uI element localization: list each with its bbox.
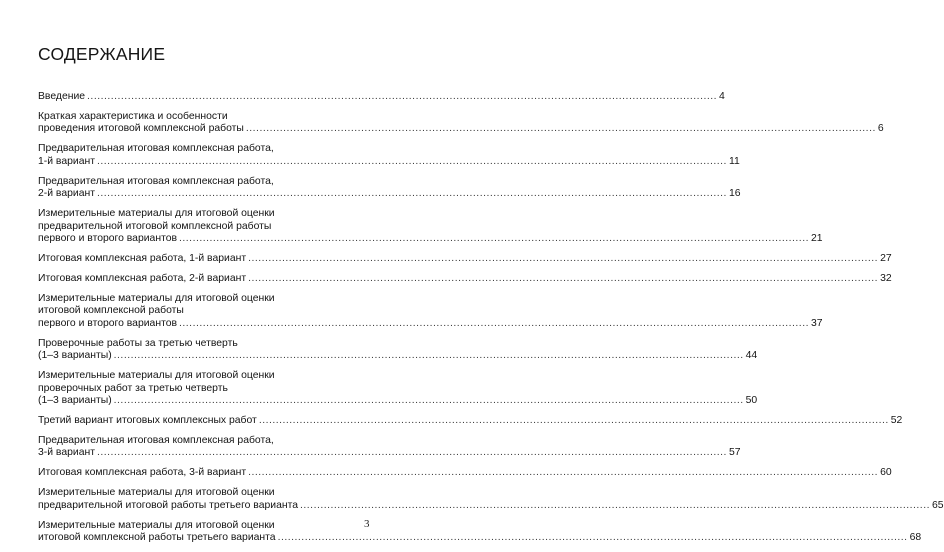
toc-entry [38, 175, 741, 201]
toc-page-number: 44 [745, 350, 758, 362]
toc-entry-text: Предварительная итоговая комплексная работа, [38, 435, 274, 447]
toc-entry-last-line [38, 447, 741, 459]
toc-entry [38, 91, 725, 103]
toc-page-number: 16 [728, 188, 741, 200]
toc-entry [38, 253, 892, 265]
toc-page-number: 27 [880, 253, 892, 265]
toc-entry [38, 111, 884, 136]
toc-page-number: 52 [890, 415, 903, 427]
toc-entry-text: первого и второго вариантов [38, 233, 178, 245]
toc-entry-text: (1–3 варианты) [38, 350, 112, 362]
toc-page-number: 68 [909, 532, 922, 544]
toc-entry-text: Проверочные работы за третью четверть [38, 337, 238, 349]
dot-leader: .......................................................................................................................................................................................... [258, 415, 889, 427]
toc-entry-text: Измерительные материалы для итоговой оценки [38, 370, 275, 382]
toc-entry-last-line [38, 233, 823, 245]
dot-leader: .......................................................................................................................................................................................... [245, 123, 876, 135]
toc-entry-text: первого и второго вариантов [38, 317, 178, 329]
toc-page-number: 50 [745, 395, 758, 407]
toc-entry [38, 415, 903, 427]
toc-entry-text: Введение [38, 91, 86, 102]
toc-entry-text: предварительной итоговой работы третьего варианта [38, 499, 299, 511]
dot-leader: .......................................................................................................................................................................................... [96, 447, 727, 459]
table-of-contents [38, 91, 944, 552]
toc-entry-text: Итоговая комплексная работа, 1-й вариант [38, 253, 247, 265]
toc-page-number: 32 [880, 273, 892, 285]
dot-leader: .......................................................................................................................................................................................... [248, 253, 879, 265]
toc-entry-text: проверочных работ за третью четверть [38, 382, 228, 394]
toc-entry-text: 1-й вариант [38, 155, 95, 167]
toc-entry-last-line [38, 499, 944, 512]
toc-entry [38, 487, 944, 512]
toc-entry-text: Итоговая комплексная работа, 3-й вариант [38, 467, 247, 479]
toc-entry-text: (1–3 варианты) [38, 395, 112, 407]
toc-page-number: 60 [880, 467, 892, 479]
toc-entry-text: Краткая характеристика и особенности [38, 111, 228, 122]
toc-entry [38, 208, 823, 245]
dot-leader: .......................................................................................................................................................................................... [87, 91, 718, 102]
toc-entry [38, 519, 922, 545]
toc-entry-last-line [38, 188, 741, 200]
toc-entry-text: Измерительные материалы для итоговой оценки [38, 487, 275, 499]
dot-leader: .......................................................................................................................................................................................... [179, 317, 809, 329]
toc-entry-text: Предварительная итоговая комплексная работа, [38, 143, 274, 155]
dot-leader: .......................................................................................................................................................................................... [96, 188, 727, 200]
toc-page-number: 37 [810, 317, 823, 329]
toc-entry [38, 143, 740, 168]
dot-leader: .......................................................................................................................................................................................... [277, 532, 908, 544]
toc-entry [38, 435, 741, 460]
toc-entry-last-line [38, 273, 892, 285]
toc-entry-last-line [38, 317, 823, 330]
toc-entry-last-line [38, 350, 758, 362]
toc-entry-last-line [38, 155, 740, 168]
toc-entry-last-line [38, 532, 922, 544]
toc-entry-text: Измерительные материалы для итоговой оценки [38, 293, 275, 305]
dot-leader: .......................................................................................................................................................................................... [96, 155, 727, 167]
toc-page-number: 65 [931, 499, 944, 511]
toc-entry [38, 293, 823, 330]
dot-leader: .......................................................................................................................................................................................... [113, 395, 744, 407]
page-title: СОДЕРЖАНИЕ [38, 44, 166, 64]
toc-entry-last-line [38, 395, 758, 407]
toc-entry-text: 2-й вариант [38, 188, 95, 200]
toc-page-number: 21 [810, 233, 823, 245]
toc-entry-last-line [38, 415, 903, 427]
toc-entry-last-line [38, 467, 892, 479]
toc-entry-text: Измерительные материалы для итоговой оценки [38, 208, 275, 220]
page-number: 3 [364, 518, 370, 530]
toc-entry-last-line [38, 123, 884, 135]
dot-leader: .......................................................................................................................................................................................... [248, 273, 879, 285]
dot-leader: .......................................................................................................................................................................................... [113, 350, 744, 362]
toc-page-number: 4 [719, 91, 725, 102]
dot-leader: .......................................................................................................................................................................................... [179, 233, 809, 245]
toc-entry-text: Измерительные материалы для итоговой оценки [38, 519, 275, 531]
toc-entry-text: итоговой комплексной работы [38, 305, 184, 317]
dot-leader: .......................................................................................................................................................................................... [300, 499, 930, 511]
toc-entry-text: предварительной итоговой комплексной работы [38, 220, 272, 232]
toc-entry-last-line [38, 253, 892, 265]
toc-entry-text: проведения итоговой комплексной работы [38, 123, 244, 135]
toc-entry-last-line [38, 91, 725, 103]
toc-page-number: 6 [877, 123, 884, 135]
toc-entry-text: итоговой комплексной работы третьего варианта [38, 532, 276, 544]
toc-entry [38, 337, 758, 363]
toc-page-number: 11 [728, 155, 740, 167]
toc-entry [38, 273, 892, 285]
toc-entry [38, 370, 758, 407]
dot-leader: .......................................................................................................................................................................................... [248, 467, 879, 479]
toc-entry-text: Третий вариант итоговых комплексных работ [38, 415, 257, 427]
toc-entry-text: Итоговая комплексная работа, 2-й вариант [38, 273, 247, 285]
toc-entry-text: 3-й вариант [38, 447, 95, 459]
toc-entry-text: Предварительная итоговая комплексная работа, [38, 175, 274, 187]
toc-page-number: 57 [728, 447, 741, 459]
toc-entry [38, 467, 892, 479]
